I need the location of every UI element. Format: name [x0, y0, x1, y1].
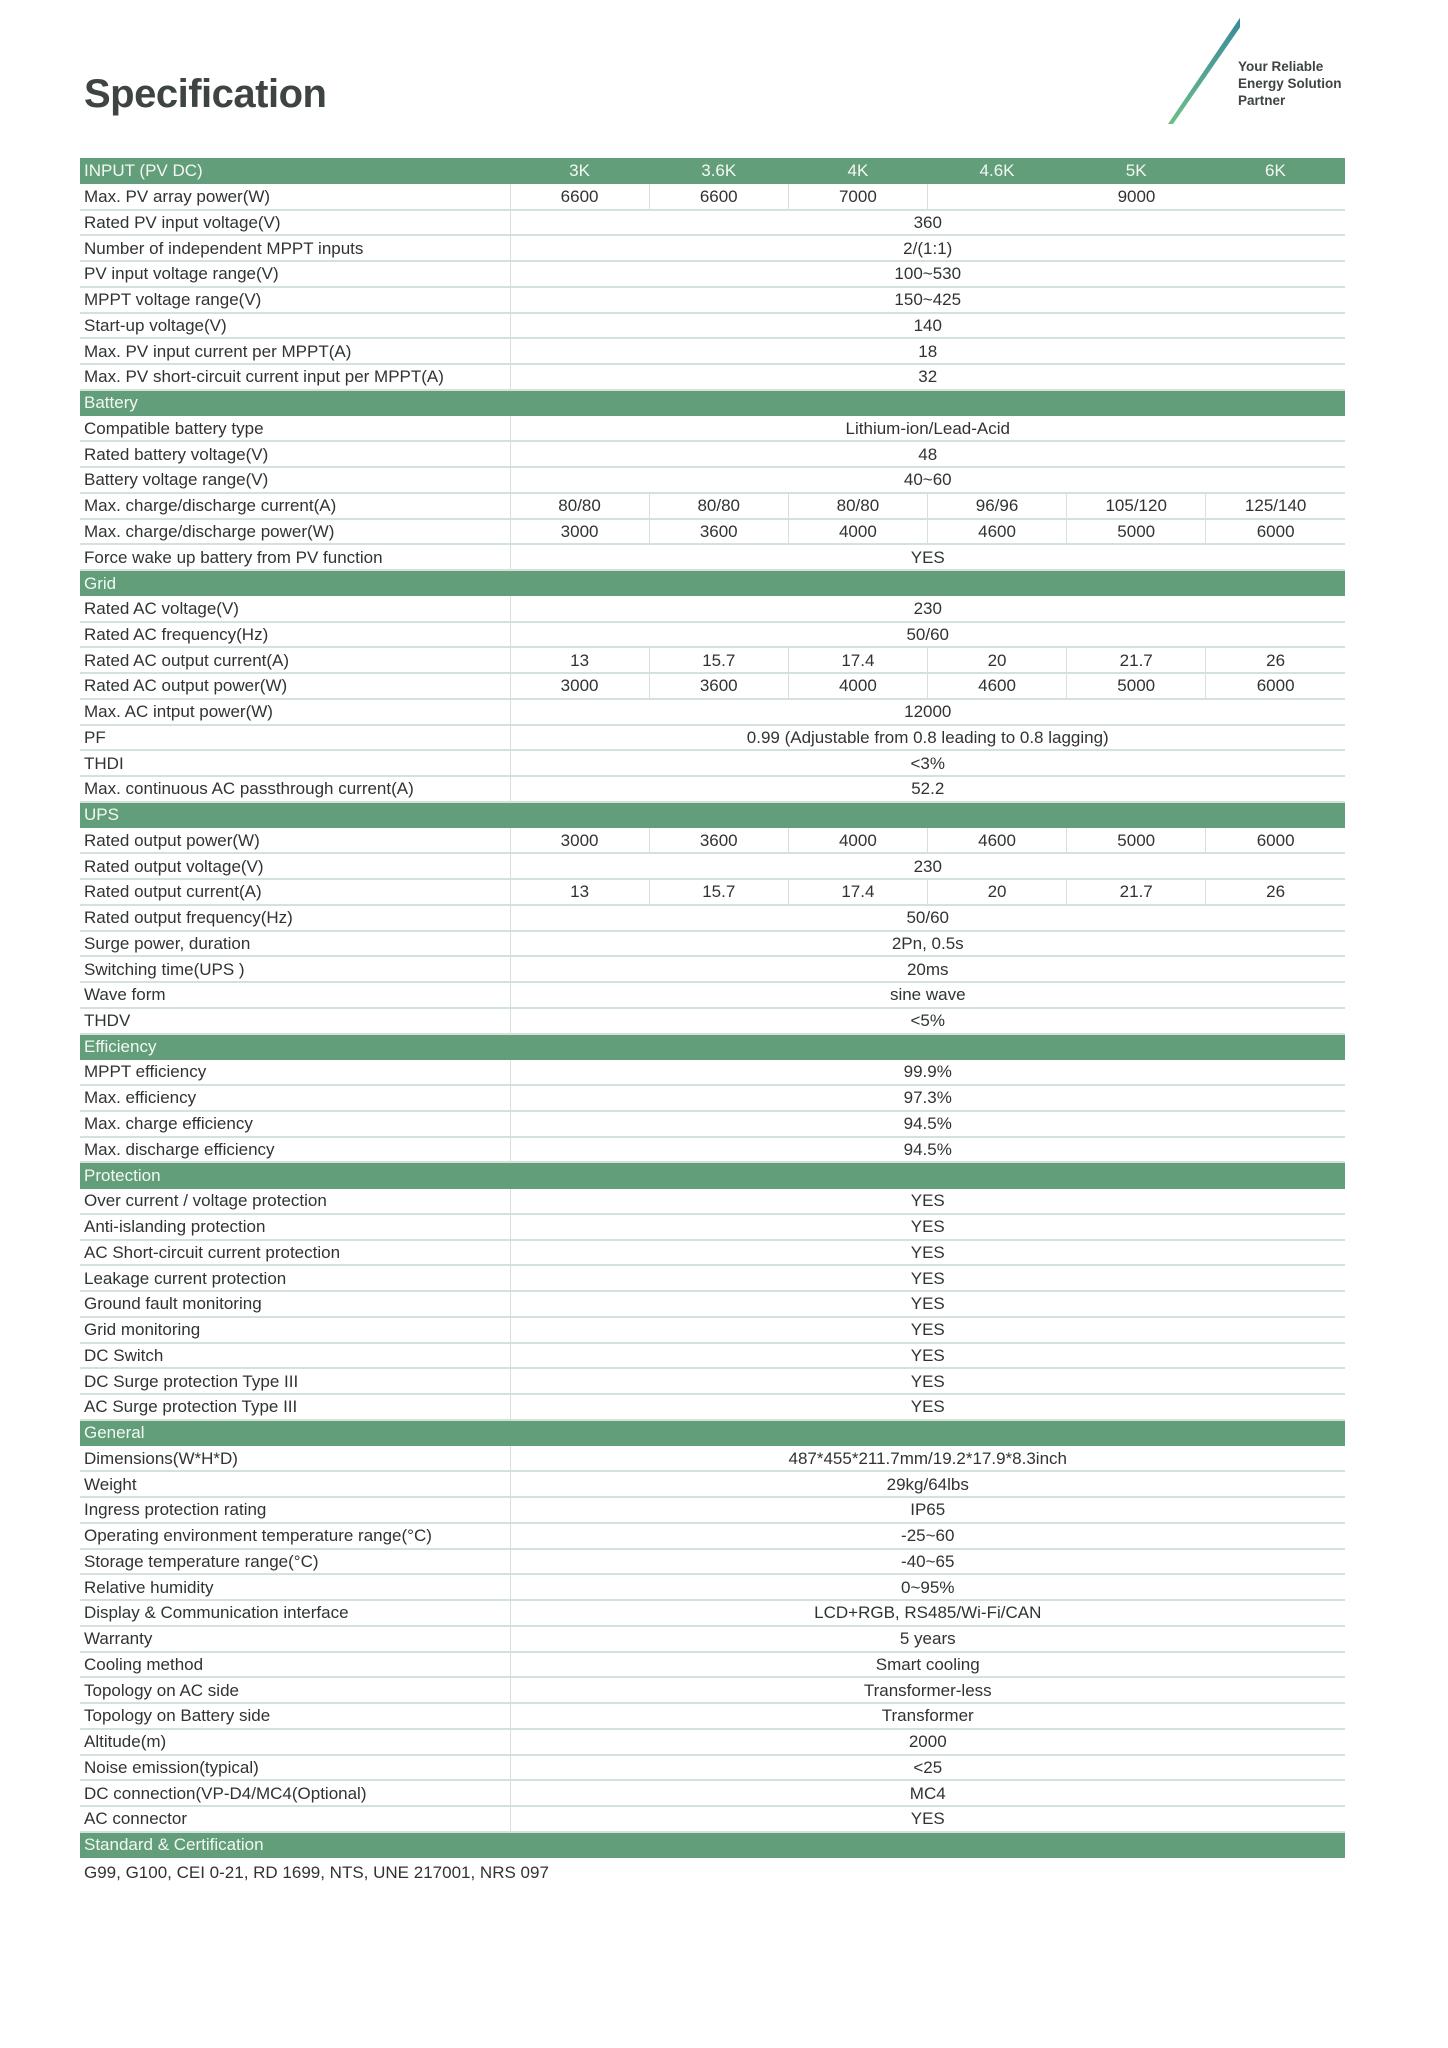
spec-value: YES — [510, 1240, 1345, 1266]
spec-row — [80, 1677, 1345, 1703]
spec-label: MPPT efficiency — [80, 1059, 510, 1085]
spec-label: Number of independent MPPT inputs — [80, 235, 510, 261]
spec-value: 17.4 — [788, 879, 927, 905]
spec-label: Max. AC intput power(W) — [80, 699, 510, 725]
spec-row — [80, 1240, 1345, 1266]
spec-label: Topology on Battery side — [80, 1703, 510, 1729]
spec-value: YES — [510, 1265, 1345, 1291]
spec-value: 6000 — [1206, 519, 1345, 545]
spec-value: <3% — [510, 750, 1345, 776]
spec-label: THDV — [80, 1008, 510, 1034]
spec-value: YES — [510, 1394, 1345, 1420]
spec-value: 2/(1:1) — [510, 235, 1345, 261]
spec-value: -25~60 — [510, 1523, 1345, 1549]
spec-row — [80, 622, 1345, 648]
spec-value: 20 — [927, 647, 1066, 673]
spec-row — [80, 1446, 1345, 1472]
spec-value: 4000 — [788, 519, 927, 545]
spec-row — [80, 1394, 1345, 1420]
spec-value: 9000 — [927, 184, 1345, 210]
spec-row — [80, 1471, 1345, 1497]
spec-value: 17.4 — [788, 647, 927, 673]
certification-list: G99, G100, CEI 0-21, RD 1699, NTS, UNE 217001, NRS 097 — [84, 1863, 549, 1882]
spec-label: PF — [80, 725, 510, 751]
spec-row — [80, 1291, 1345, 1317]
section-header — [80, 390, 1345, 416]
spec-value: 52.2 — [510, 776, 1345, 802]
spec-value: 5000 — [1067, 519, 1206, 545]
spec-label: Max. charge/discharge power(W) — [80, 519, 510, 545]
spec-row — [80, 699, 1345, 725]
spec-row — [80, 261, 1345, 287]
spec-value: Lithium-ion/Lead-Acid — [510, 416, 1345, 442]
section-fill — [510, 802, 1345, 828]
spec-value: 15.7 — [649, 647, 788, 673]
spec-value: 80/80 — [788, 493, 927, 519]
section-title: Standard & Certification — [80, 1832, 510, 1858]
spec-row — [80, 1549, 1345, 1575]
spec-label: Rated AC frequency(Hz) — [80, 622, 510, 648]
spec-value: 150~425 — [510, 287, 1345, 313]
section-fill — [510, 390, 1345, 416]
spec-value: YES — [510, 1806, 1345, 1832]
spec-value: 21.7 — [1067, 647, 1206, 673]
specification-table — [80, 158, 1345, 1858]
section-fill — [510, 1034, 1345, 1060]
spec-row — [80, 493, 1345, 519]
spec-value: 0~95% — [510, 1574, 1345, 1600]
spec-value: 3600 — [649, 519, 788, 545]
spec-label: Compatible battery type — [80, 416, 510, 442]
spec-label: Weight — [80, 1471, 510, 1497]
spec-label: Rated output power(W) — [80, 828, 510, 854]
spec-row — [80, 1806, 1345, 1832]
spec-value: 6000 — [1206, 673, 1345, 699]
spec-label: Max. charge/discharge current(A) — [80, 493, 510, 519]
spec-row — [80, 673, 1345, 699]
logo-tagline — [1238, 58, 1398, 109]
logo-stripe-icon — [1160, 0, 1240, 130]
spec-row — [80, 1343, 1345, 1369]
spec-value: 18 — [510, 338, 1345, 364]
spec-label: DC Surge protection Type III — [80, 1368, 510, 1394]
spec-value: 99.9% — [510, 1059, 1345, 1085]
spec-value: 4000 — [788, 828, 927, 854]
section-fill — [510, 1832, 1345, 1858]
spec-value: 4600 — [927, 828, 1066, 854]
spec-value: LCD+RGB, RS485/Wi-Fi/CAN — [510, 1600, 1345, 1626]
spec-value: 13 — [510, 647, 649, 673]
section-fill — [510, 1420, 1345, 1446]
section-title: Protection — [80, 1162, 510, 1188]
spec-value: 4600 — [927, 673, 1066, 699]
spec-value: 5 years — [510, 1626, 1345, 1652]
spec-label: Max. charge efficiency — [80, 1111, 510, 1137]
section-header — [80, 1832, 1345, 1858]
spec-value: 32 — [510, 364, 1345, 390]
spec-label: Max. continuous AC passthrough current(A) — [80, 776, 510, 802]
spec-value: 94.5% — [510, 1137, 1345, 1163]
spec-value: 48 — [510, 441, 1345, 467]
spec-label: Warranty — [80, 1626, 510, 1652]
specification-content — [80, 158, 1345, 1884]
spec-row — [80, 544, 1345, 570]
spec-row — [80, 441, 1345, 467]
spec-label: Max. discharge efficiency — [80, 1137, 510, 1163]
spec-value: 13 — [510, 879, 649, 905]
spec-value: YES — [510, 1368, 1345, 1394]
model-column-header: 4K — [788, 158, 927, 184]
model-column-header: 5K — [1067, 158, 1206, 184]
spec-value: 26 — [1206, 879, 1345, 905]
tagline-line: Partner — [1238, 93, 1286, 108]
spec-row — [80, 1755, 1345, 1781]
spec-label: Over current / voltage protection — [80, 1188, 510, 1214]
spec-row — [80, 1729, 1345, 1755]
spec-row — [80, 1652, 1345, 1678]
spec-label: Battery voltage range(V) — [80, 467, 510, 493]
spec-row — [80, 853, 1345, 879]
section-fill — [510, 1162, 1345, 1188]
spec-label: Dimensions(W*H*D) — [80, 1446, 510, 1472]
spec-label: AC Short-circuit current protection — [80, 1240, 510, 1266]
spec-label: Max. efficiency — [80, 1085, 510, 1111]
spec-value: 6600 — [510, 184, 649, 210]
section-title: Battery — [80, 390, 510, 416]
spec-row — [80, 416, 1345, 442]
spec-value: 125/140 — [1206, 493, 1345, 519]
spec-value: IP65 — [510, 1497, 1345, 1523]
spec-value: 12000 — [510, 699, 1345, 725]
spec-row — [80, 1600, 1345, 1626]
spec-label: MPPT voltage range(V) — [80, 287, 510, 313]
spec-row — [80, 1317, 1345, 1343]
spec-value: 2Pn, 0.5s — [510, 931, 1345, 957]
spec-value: Smart cooling — [510, 1652, 1345, 1678]
spec-row — [80, 647, 1345, 673]
spec-row — [80, 184, 1345, 210]
section-title: UPS — [80, 802, 510, 828]
spec-value: 4000 — [788, 673, 927, 699]
spec-label: Switching time(UPS ) — [80, 956, 510, 982]
section-header — [80, 1162, 1345, 1188]
tagline-line: Energy Solution — [1238, 76, 1342, 91]
spec-label: Max. PV input current per MPPT(A) — [80, 338, 510, 364]
spec-row — [80, 1497, 1345, 1523]
spec-label: Start-up voltage(V) — [80, 313, 510, 339]
spec-label: Rated battery voltage(V) — [80, 441, 510, 467]
spec-label: Altitude(m) — [80, 1729, 510, 1755]
section-title: Grid — [80, 570, 510, 596]
spec-row — [80, 1574, 1345, 1600]
spec-row — [80, 982, 1345, 1008]
spec-label: Rated output voltage(V) — [80, 853, 510, 879]
section-title: Efficiency — [80, 1034, 510, 1060]
spec-label: Grid monitoring — [80, 1317, 510, 1343]
spec-value: 26 — [1206, 647, 1345, 673]
model-column-header: 4.6K — [927, 158, 1066, 184]
spec-value: 2000 — [510, 1729, 1345, 1755]
spec-row — [80, 1523, 1345, 1549]
spec-label: PV input voltage range(V) — [80, 261, 510, 287]
spec-value: <25 — [510, 1755, 1345, 1781]
spec-value: 4600 — [927, 519, 1066, 545]
model-column-header: 6K — [1206, 158, 1345, 184]
spec-value: 0.99 (Adjustable from 0.8 leading to 0.8 lagging) — [510, 725, 1345, 751]
spec-value: 97.3% — [510, 1085, 1345, 1111]
spec-row — [80, 1265, 1345, 1291]
spec-row — [80, 776, 1345, 802]
spec-row — [80, 1111, 1345, 1137]
spec-row — [80, 1059, 1345, 1085]
spec-row — [80, 1703, 1345, 1729]
spec-value: 7000 — [788, 184, 927, 210]
spec-label: Leakage current protection — [80, 1265, 510, 1291]
spec-value: 80/80 — [510, 493, 649, 519]
spec-row — [80, 725, 1345, 751]
spec-value: 3600 — [649, 828, 788, 854]
spec-row — [80, 1780, 1345, 1806]
spec-label: Display & Communication interface — [80, 1600, 510, 1626]
spec-label: Cooling method — [80, 1652, 510, 1678]
spec-row — [80, 235, 1345, 261]
spec-row — [80, 828, 1345, 854]
spec-row — [80, 1137, 1345, 1163]
spec-label: Relative humidity — [80, 1574, 510, 1600]
spec-row — [80, 879, 1345, 905]
spec-row — [80, 364, 1345, 390]
spec-row — [80, 1368, 1345, 1394]
spec-value: 3000 — [510, 828, 649, 854]
spec-value: 3600 — [649, 673, 788, 699]
spec-row — [80, 338, 1345, 364]
spec-value: 20ms — [510, 956, 1345, 982]
spec-label: Topology on AC side — [80, 1677, 510, 1703]
spec-row — [80, 905, 1345, 931]
spec-label: Storage temperature range(°C) — [80, 1549, 510, 1575]
spec-label: Anti-islanding protection — [80, 1214, 510, 1240]
spec-row — [80, 1214, 1345, 1240]
spec-label: Surge power, duration — [80, 931, 510, 957]
spec-label: Wave form — [80, 982, 510, 1008]
spec-value: 360 — [510, 210, 1345, 236]
spec-value: 6000 — [1206, 828, 1345, 854]
spec-row — [80, 1188, 1345, 1214]
section-header — [80, 158, 1345, 184]
brand-logo — [1160, 0, 1440, 130]
section-header — [80, 570, 1345, 596]
spec-value: YES — [510, 1214, 1345, 1240]
spec-row — [80, 1008, 1345, 1034]
spec-row — [80, 1626, 1345, 1652]
spec-row — [80, 519, 1345, 545]
spec-row — [80, 931, 1345, 957]
spec-label: Rated AC voltage(V) — [80, 596, 510, 622]
spec-row — [80, 313, 1345, 339]
spec-value: 20 — [927, 879, 1066, 905]
spec-label: Rated AC output current(A) — [80, 647, 510, 673]
spec-value: 15.7 — [649, 879, 788, 905]
spec-value: 50/60 — [510, 905, 1345, 931]
spec-value: -40~65 — [510, 1549, 1345, 1575]
spec-value: <5% — [510, 1008, 1345, 1034]
spec-value: 96/96 — [927, 493, 1066, 519]
section-header — [80, 802, 1345, 828]
spec-label: Rated AC output power(W) — [80, 673, 510, 699]
spec-value: 230 — [510, 596, 1345, 622]
section-header — [80, 1420, 1345, 1446]
spec-label: Operating environment temperature range(°C) — [80, 1523, 510, 1549]
spec-value: YES — [510, 1188, 1345, 1214]
spec-value: 40~60 — [510, 467, 1345, 493]
spec-label: Force wake up battery from PV function — [80, 544, 510, 570]
spec-value: Transformer-less — [510, 1677, 1345, 1703]
spec-value: 80/80 — [649, 493, 788, 519]
spec-label: Rated PV input voltage(V) — [80, 210, 510, 236]
spec-value: 94.5% — [510, 1111, 1345, 1137]
spec-label: THDI — [80, 750, 510, 776]
spec-value: 100~530 — [510, 261, 1345, 287]
spec-row — [80, 210, 1345, 236]
spec-value: sine wave — [510, 982, 1345, 1008]
spec-row — [80, 956, 1345, 982]
spec-label: Rated output frequency(Hz) — [80, 905, 510, 931]
spec-label: Max. PV array power(W) — [80, 184, 510, 210]
spec-label: Max. PV short-circuit current input per MPPT(A) — [80, 364, 510, 390]
model-column-header: 3K — [510, 158, 649, 184]
spec-value: 140 — [510, 313, 1345, 339]
spec-value: YES — [510, 1291, 1345, 1317]
spec-value: 6600 — [649, 184, 788, 210]
section-title: General — [80, 1420, 510, 1446]
spec-value: YES — [510, 1343, 1345, 1369]
spec-row — [80, 467, 1345, 493]
spec-value: MC4 — [510, 1780, 1345, 1806]
section-title: INPUT (PV DC) — [80, 158, 510, 184]
spec-value: 21.7 — [1067, 879, 1206, 905]
spec-value: 230 — [510, 853, 1345, 879]
spec-value: 5000 — [1067, 828, 1206, 854]
spec-label: Noise emission(typical) — [80, 1755, 510, 1781]
page-title: Specification — [84, 72, 327, 116]
spec-label: AC Surge protection Type III — [80, 1394, 510, 1420]
spec-value: 105/120 — [1067, 493, 1206, 519]
spec-value: Transformer — [510, 1703, 1345, 1729]
spec-value: 3000 — [510, 673, 649, 699]
tagline-line: Your Reliable — [1238, 59, 1324, 74]
section-header — [80, 1034, 1345, 1060]
model-column-header: 3.6K — [649, 158, 788, 184]
spec-label: AC connector — [80, 1806, 510, 1832]
spec-value: 5000 — [1067, 673, 1206, 699]
section-fill — [510, 570, 1345, 596]
spec-value: 3000 — [510, 519, 649, 545]
spec-label: Ground fault monitoring — [80, 1291, 510, 1317]
spec-row — [80, 1085, 1345, 1111]
spec-label: DC Switch — [80, 1343, 510, 1369]
spec-row — [80, 287, 1345, 313]
spec-value: YES — [510, 544, 1345, 570]
spec-label: DC connection(VP-D4/MC4(Optional) — [80, 1780, 510, 1806]
spec-value: 29kg/64lbs — [510, 1471, 1345, 1497]
spec-label: Ingress protection rating — [80, 1497, 510, 1523]
spec-value: YES — [510, 1317, 1345, 1343]
spec-row — [80, 750, 1345, 776]
spec-value: 50/60 — [510, 622, 1345, 648]
spec-label: Rated output current(A) — [80, 879, 510, 905]
spec-row — [80, 596, 1345, 622]
spec-value: 487*455*211.7mm/19.2*17.9*8.3inch — [510, 1446, 1345, 1472]
